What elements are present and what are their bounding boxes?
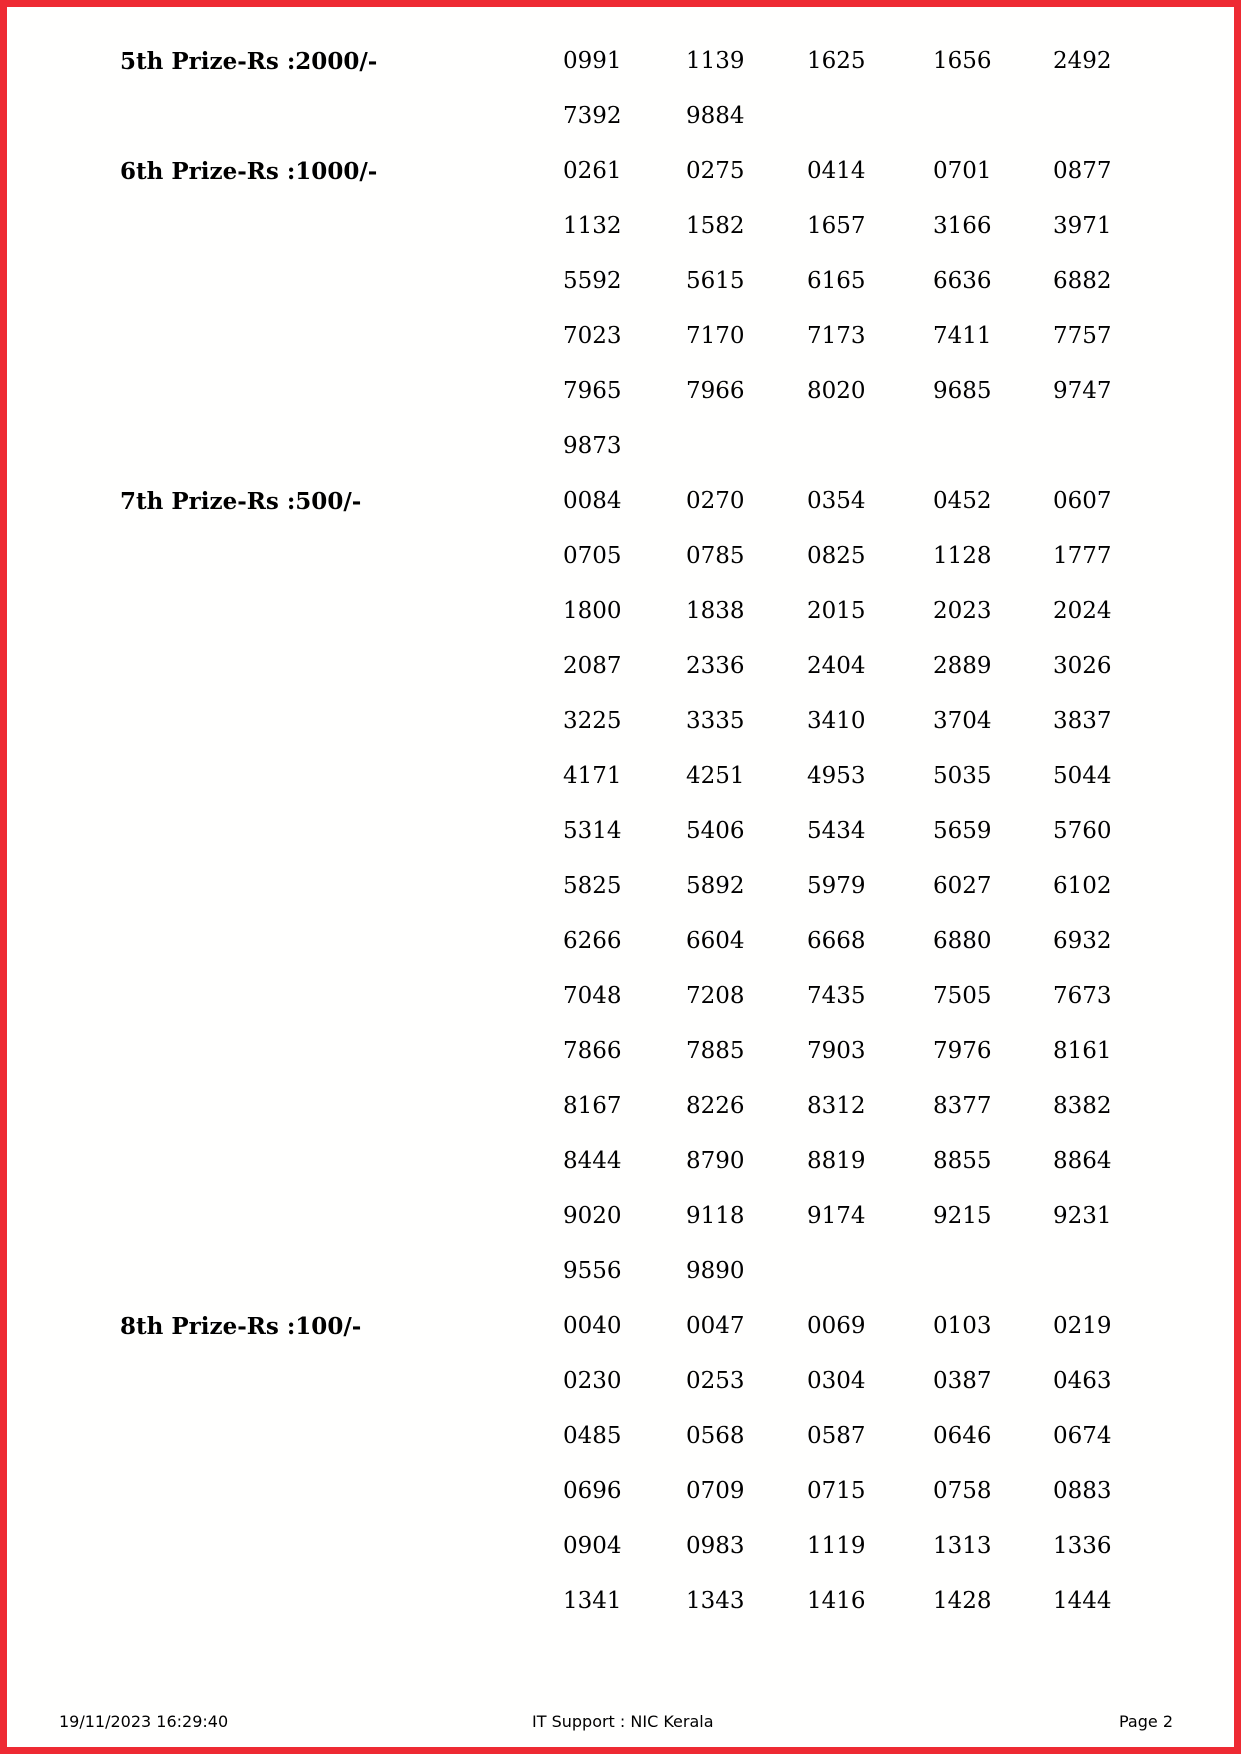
- ticket-number: 7435: [807, 983, 866, 1009]
- ticket-number: 9215: [933, 1203, 992, 1229]
- number-row: [0, 1248, 1241, 1303]
- ticket-number: 0084: [563, 488, 622, 514]
- ticket-number: 7966: [686, 378, 745, 404]
- number-row: [0, 1578, 1241, 1633]
- number-row: [0, 1413, 1241, 1468]
- ticket-number: 9685: [933, 378, 992, 404]
- number-row: [0, 808, 1241, 863]
- ticket-number: 3971: [1053, 213, 1112, 239]
- ticket-number: 8819: [807, 1148, 866, 1174]
- prize-section: [0, 148, 1241, 478]
- ticket-number: 0646: [933, 1423, 992, 1449]
- prize-section: [0, 1303, 1241, 1633]
- ticket-number: 5760: [1053, 818, 1112, 844]
- number-row: [0, 643, 1241, 698]
- ticket-number: 0705: [563, 543, 622, 569]
- ticket-number: 0568: [686, 1423, 745, 1449]
- ticket-number: 2336: [686, 653, 745, 679]
- ticket-number: 8855: [933, 1148, 992, 1174]
- ticket-number: 3166: [933, 213, 992, 239]
- ticket-number: 6027: [933, 873, 992, 899]
- footer-page-number: Page 2: [1119, 1712, 1173, 1731]
- ticket-number: 1343: [686, 1588, 745, 1614]
- number-row: [0, 313, 1241, 368]
- ticket-number: 3704: [933, 708, 992, 734]
- ticket-number: 3410: [807, 708, 866, 734]
- ticket-number: 9231: [1053, 1203, 1112, 1229]
- prize-section: [0, 478, 1241, 1303]
- ticket-number: 0452: [933, 488, 992, 514]
- number-row: [0, 1083, 1241, 1138]
- ticket-number: 1139: [686, 48, 745, 74]
- ticket-number: 2024: [1053, 598, 1112, 624]
- ticket-number: 8382: [1053, 1093, 1112, 1119]
- ticket-number: 0607: [1053, 488, 1112, 514]
- prize-section: [0, 38, 1241, 148]
- number-row: [0, 698, 1241, 753]
- prize-title: 7th Prize-Rs :500/-: [120, 488, 362, 515]
- ticket-number: 6882: [1053, 268, 1112, 294]
- number-row: [0, 478, 1241, 533]
- ticket-number: 6102: [1053, 873, 1112, 899]
- ticket-number: 1128: [933, 543, 992, 569]
- ticket-number: 1336: [1053, 1533, 1112, 1559]
- ticket-number: 9890: [686, 1258, 745, 1284]
- ticket-number: 0877: [1053, 158, 1112, 184]
- number-row: [0, 1028, 1241, 1083]
- prize-list: [0, 38, 1241, 1633]
- ticket-number: 1657: [807, 213, 866, 239]
- ticket-number: 0304: [807, 1368, 866, 1394]
- ticket-number: 9747: [1053, 378, 1112, 404]
- ticket-number: 5035: [933, 763, 992, 789]
- number-row: [0, 38, 1241, 93]
- ticket-number: 8864: [1053, 1148, 1112, 1174]
- ticket-number: 4171: [563, 763, 622, 789]
- ticket-number: 1625: [807, 48, 866, 74]
- ticket-number: 9873: [563, 433, 622, 459]
- ticket-number: 2404: [807, 653, 866, 679]
- ticket-number: 0354: [807, 488, 866, 514]
- ticket-number: 5825: [563, 873, 622, 899]
- ticket-number: 1132: [563, 213, 622, 239]
- ticket-number: 5615: [686, 268, 745, 294]
- ticket-number: 0696: [563, 1478, 622, 1504]
- ticket-number: 1800: [563, 598, 622, 624]
- ticket-number: 8444: [563, 1148, 622, 1174]
- number-row: [0, 533, 1241, 588]
- ticket-number: 7392: [563, 103, 622, 129]
- ticket-number: 7903: [807, 1038, 866, 1064]
- ticket-number: 7173: [807, 323, 866, 349]
- number-row: [0, 863, 1241, 918]
- ticket-number: 9118: [686, 1203, 745, 1229]
- ticket-number: 9884: [686, 103, 745, 129]
- ticket-number: 0785: [686, 543, 745, 569]
- ticket-number: 2889: [933, 653, 992, 679]
- ticket-number: 1444: [1053, 1588, 1112, 1614]
- ticket-number: 9556: [563, 1258, 622, 1284]
- ticket-number: 0674: [1053, 1423, 1112, 1449]
- ticket-number: 3335: [686, 708, 745, 734]
- ticket-number: 8312: [807, 1093, 866, 1119]
- ticket-number: 7757: [1053, 323, 1112, 349]
- prize-title: 6th Prize-Rs :1000/-: [120, 158, 378, 185]
- ticket-number: 6266: [563, 928, 622, 954]
- ticket-number: 0701: [933, 158, 992, 184]
- ticket-number: 8790: [686, 1148, 745, 1174]
- ticket-number: 5044: [1053, 763, 1112, 789]
- ticket-number: 6932: [1053, 928, 1112, 954]
- ticket-number: 1428: [933, 1588, 992, 1614]
- ticket-number: 5434: [807, 818, 866, 844]
- ticket-number: 0230: [563, 1368, 622, 1394]
- ticket-number: 7048: [563, 983, 622, 1009]
- ticket-number: 1838: [686, 598, 745, 624]
- ticket-number: 2023: [933, 598, 992, 624]
- ticket-number: 0253: [686, 1368, 745, 1394]
- ticket-number: 9174: [807, 1203, 866, 1229]
- ticket-number: 2015: [807, 598, 866, 624]
- page-footer: [0, 1712, 1241, 1736]
- ticket-number: 0261: [563, 158, 622, 184]
- ticket-number: 7976: [933, 1038, 992, 1064]
- ticket-number: 0219: [1053, 1313, 1112, 1339]
- ticket-number: 7208: [686, 983, 745, 1009]
- number-row: [0, 368, 1241, 423]
- ticket-number: 0709: [686, 1478, 745, 1504]
- ticket-number: 4251: [686, 763, 745, 789]
- ticket-number: 0587: [807, 1423, 866, 1449]
- ticket-number: 5892: [686, 873, 745, 899]
- ticket-number: 1777: [1053, 543, 1112, 569]
- ticket-number: 3837: [1053, 708, 1112, 734]
- number-row: [0, 1523, 1241, 1578]
- ticket-number: 4953: [807, 763, 866, 789]
- ticket-number: 8020: [807, 378, 866, 404]
- ticket-number: 5406: [686, 818, 745, 844]
- ticket-number: 5314: [563, 818, 622, 844]
- ticket-number: 0047: [686, 1313, 745, 1339]
- ticket-number: 0991: [563, 48, 622, 74]
- ticket-number: 5592: [563, 268, 622, 294]
- prize-title: 8th Prize-Rs :100/-: [120, 1313, 362, 1340]
- ticket-number: 0414: [807, 158, 866, 184]
- ticket-number: 2087: [563, 653, 622, 679]
- number-row: [0, 753, 1241, 808]
- number-row: [0, 93, 1241, 148]
- number-row: [0, 588, 1241, 643]
- ticket-number: 0270: [686, 488, 745, 514]
- number-row: [0, 1303, 1241, 1358]
- ticket-number: 1119: [807, 1533, 866, 1559]
- number-row: [0, 1193, 1241, 1248]
- ticket-number: 8161: [1053, 1038, 1112, 1064]
- ticket-number: 0485: [563, 1423, 622, 1449]
- prize-title: 5th Prize-Rs :2000/-: [120, 48, 378, 75]
- number-row: [0, 918, 1241, 973]
- ticket-number: 7885: [686, 1038, 745, 1064]
- ticket-number: 0715: [807, 1478, 866, 1504]
- ticket-number: 1341: [563, 1588, 622, 1614]
- ticket-number: 0825: [807, 543, 866, 569]
- ticket-number: 5979: [807, 873, 866, 899]
- ticket-number: 1656: [933, 48, 992, 74]
- ticket-number: 1416: [807, 1588, 866, 1614]
- number-row: [0, 423, 1241, 478]
- ticket-number: 0758: [933, 1478, 992, 1504]
- ticket-number: 3026: [1053, 653, 1112, 679]
- ticket-number: 6668: [807, 928, 866, 954]
- number-row: [0, 1138, 1241, 1193]
- ticket-number: 6880: [933, 928, 992, 954]
- ticket-number: 7170: [686, 323, 745, 349]
- ticket-number: 3225: [563, 708, 622, 734]
- ticket-number: 0983: [686, 1533, 745, 1559]
- number-row: [0, 258, 1241, 313]
- ticket-number: 2492: [1053, 48, 1112, 74]
- ticket-number: 6165: [807, 268, 866, 294]
- number-row: [0, 203, 1241, 258]
- ticket-number: 0103: [933, 1313, 992, 1339]
- ticket-number: 0275: [686, 158, 745, 184]
- ticket-number: 1582: [686, 213, 745, 239]
- ticket-number: 7505: [933, 983, 992, 1009]
- ticket-number: 9020: [563, 1203, 622, 1229]
- ticket-number: 7673: [1053, 983, 1112, 1009]
- ticket-number: 7866: [563, 1038, 622, 1064]
- number-row: [0, 1468, 1241, 1523]
- ticket-number: 8377: [933, 1093, 992, 1119]
- ticket-number: 7023: [563, 323, 622, 349]
- ticket-number: 0904: [563, 1533, 622, 1559]
- number-row: [0, 148, 1241, 203]
- ticket-number: 0387: [933, 1368, 992, 1394]
- number-row: [0, 1358, 1241, 1413]
- ticket-number: 0040: [563, 1313, 622, 1339]
- ticket-number: 0069: [807, 1313, 866, 1339]
- ticket-number: 0463: [1053, 1368, 1112, 1394]
- ticket-number: 8226: [686, 1093, 745, 1119]
- ticket-number: 6604: [686, 928, 745, 954]
- ticket-number: 5659: [933, 818, 992, 844]
- footer-support-text: IT Support : NIC Kerala: [532, 1712, 714, 1731]
- ticket-number: 6636: [933, 268, 992, 294]
- ticket-number: 7965: [563, 378, 622, 404]
- ticket-number: 8167: [563, 1093, 622, 1119]
- ticket-number: 1313: [933, 1533, 992, 1559]
- number-row: [0, 973, 1241, 1028]
- footer-timestamp: 19/11/2023 16:29:40: [59, 1712, 229, 1731]
- ticket-number: 7411: [933, 323, 992, 349]
- ticket-number: 0883: [1053, 1478, 1112, 1504]
